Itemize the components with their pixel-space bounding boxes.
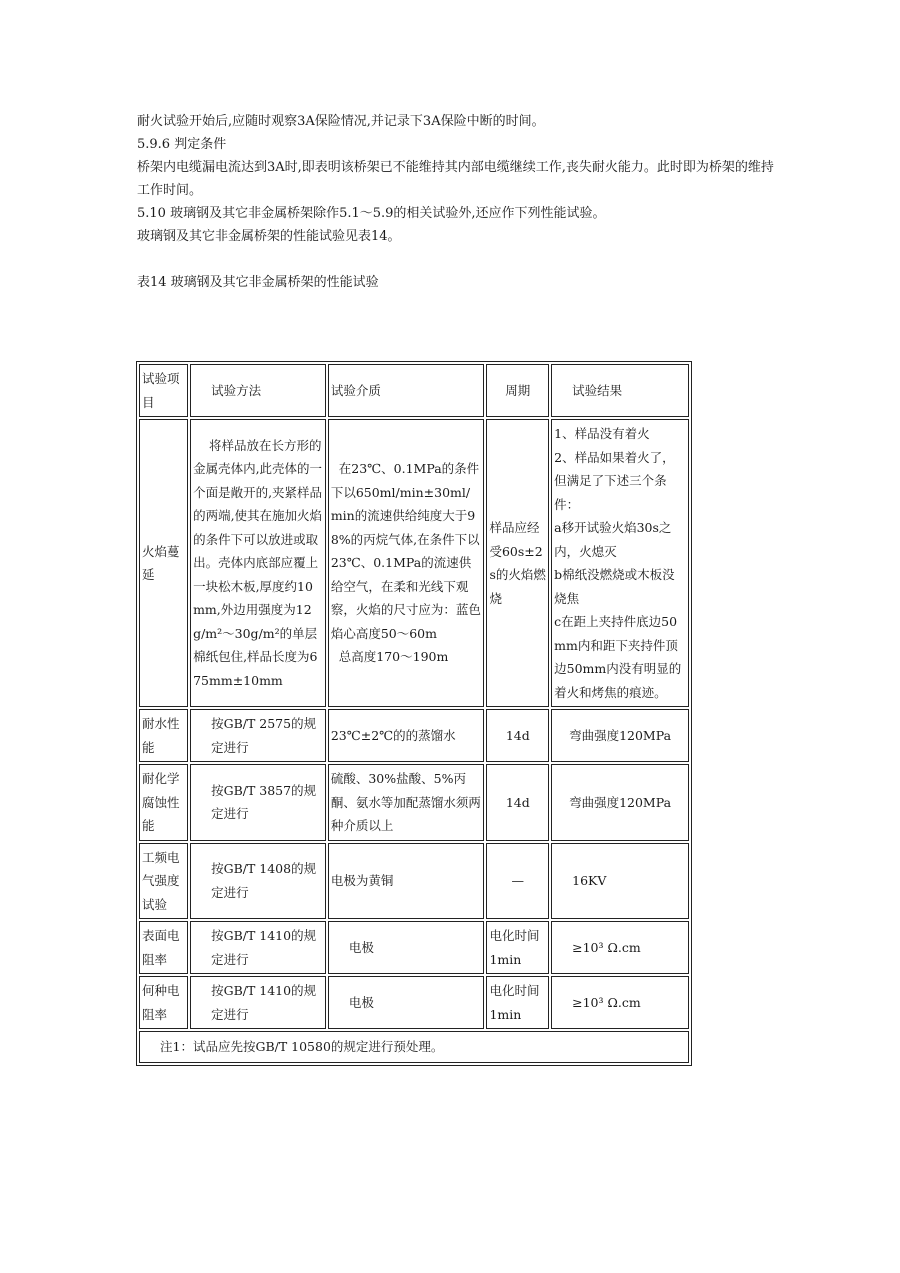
cell-period: 电化时间1min: [486, 976, 549, 1029]
cell-method: 将样品放在长方形的金属壳体内,此壳体的一个面是敞开的,夹紧样品的两端,使其在施加火焰的条件下可以放进或取出。壳体内底部应覆上一块松木板,厚度约10mm,外边用强度为12g/m²～30g/m²的单层棉纸包住,样品长度为675mm±10mm: [190, 419, 326, 707]
header-test-method: 试验方法: [190, 364, 326, 417]
cell-period: 样品应经受60s±2s的火焰燃烧: [486, 419, 549, 707]
cell-result: ≥10³ Ω.cm: [551, 976, 689, 1029]
cell-method: 按GB/T 3857的规定进行: [190, 764, 326, 841]
cell-method: 按GB/T 1410的规定进行: [190, 921, 326, 974]
table-row: [139, 709, 689, 762]
cell-medium: 在23℃、0.1MPa的条件下以650ml/min±30ml/min的流速供给纯度大于98%的丙烷气体,在条件下以23℃、0.1MPa的流速供给空气，在柔和光线下观察，火焰的尺寸应为：蓝色焰心高度50～60m 总高度170～190m: [328, 419, 485, 707]
cell-medium: 电极: [328, 976, 485, 1029]
table-row: [139, 764, 689, 841]
cell-period: 14d: [486, 709, 549, 762]
cell-item: 工频电气强度试验: [139, 843, 188, 920]
cell-medium: 电极: [328, 921, 485, 974]
cell-item: 火焰蔓延: [139, 419, 188, 707]
header-period: 周期: [486, 364, 549, 417]
table-caption: 表14 玻璃钢及其它非金属桥架的性能试验: [137, 275, 379, 290]
header-test-result: 试验结果: [551, 364, 689, 417]
table-note-row: [139, 1031, 689, 1063]
cell-result: 16KV: [551, 843, 689, 920]
header-test-medium: 试验介质: [328, 364, 485, 417]
paragraph-table-reference: 玻璃钢及其它非金属桥架的性能试验见表14。: [137, 229, 401, 244]
table-note: 注1：试品应先按GB/T 10580的规定进行预处理。: [139, 1031, 689, 1063]
cell-medium: 23℃±2℃的的蒸馏水: [328, 709, 485, 762]
cell-period: 14d: [486, 764, 549, 841]
cell-result: 1、样品没有着火 2、样品如果着火了，但满足了下述三个条件： a移开试验火焰30s之内，火熄灭 b棉纸没燃烧或木板没烧焦 c在距上夹持件底边50mm内和距下夹持件顶边50mm内没有明显的着火和烤焦的痕迹。: [551, 419, 689, 707]
table-row: [139, 843, 689, 920]
header-test-item: 试验项目: [139, 364, 188, 417]
table-row: [139, 419, 689, 707]
table-header-row: [139, 364, 689, 417]
paragraph-5-10: 5.10 玻璃钢及其它非金属桥架除作5.1～5.9的相关试验外,还应作下列性能试验。: [137, 206, 606, 221]
cell-item: 表面电阻率: [139, 921, 188, 974]
cell-period: —: [486, 843, 549, 920]
cell-item: 耐化学腐蚀性能: [139, 764, 188, 841]
section-heading-5-9-6: 5.9.6 判定条件: [137, 137, 227, 152]
paragraph-judgement-condition: 桥架内电缆漏电流达到3A时,即表明该桥架已不能维持其内部电缆继续工作,丧失耐火能力。此时即为桥架的维持工作时间。: [137, 160, 774, 198]
cell-period: 电化时间1min: [486, 921, 549, 974]
cell-item: 耐水性能: [139, 709, 188, 762]
cell-method: 按GB/T 2575的规定进行: [190, 709, 326, 762]
paragraph-fire-test-observation: 耐火试验开始后,应随时观察3A保险情况,并记录下3A保险中断的时间。: [137, 114, 545, 129]
cell-method: 按GB/T 1408的规定进行: [190, 843, 326, 920]
cell-result: ≥10³ Ω.cm: [551, 921, 689, 974]
table-row: [139, 976, 689, 1029]
cell-result: 弯曲强度120MPa: [551, 764, 689, 841]
cell-medium: 电极为黄铜: [328, 843, 485, 920]
performance-test-table: [136, 361, 692, 1066]
cell-result: 弯曲强度120MPa: [551, 709, 689, 762]
cell-method: 按GB/T 1410的规定进行: [190, 976, 326, 1029]
table-row: [139, 921, 689, 974]
cell-medium: 硫酸、30%盐酸、5%丙酮、氨水等加配蒸馏水须两种介质以上: [328, 764, 485, 841]
cell-item: 何种电阻率: [139, 976, 188, 1029]
